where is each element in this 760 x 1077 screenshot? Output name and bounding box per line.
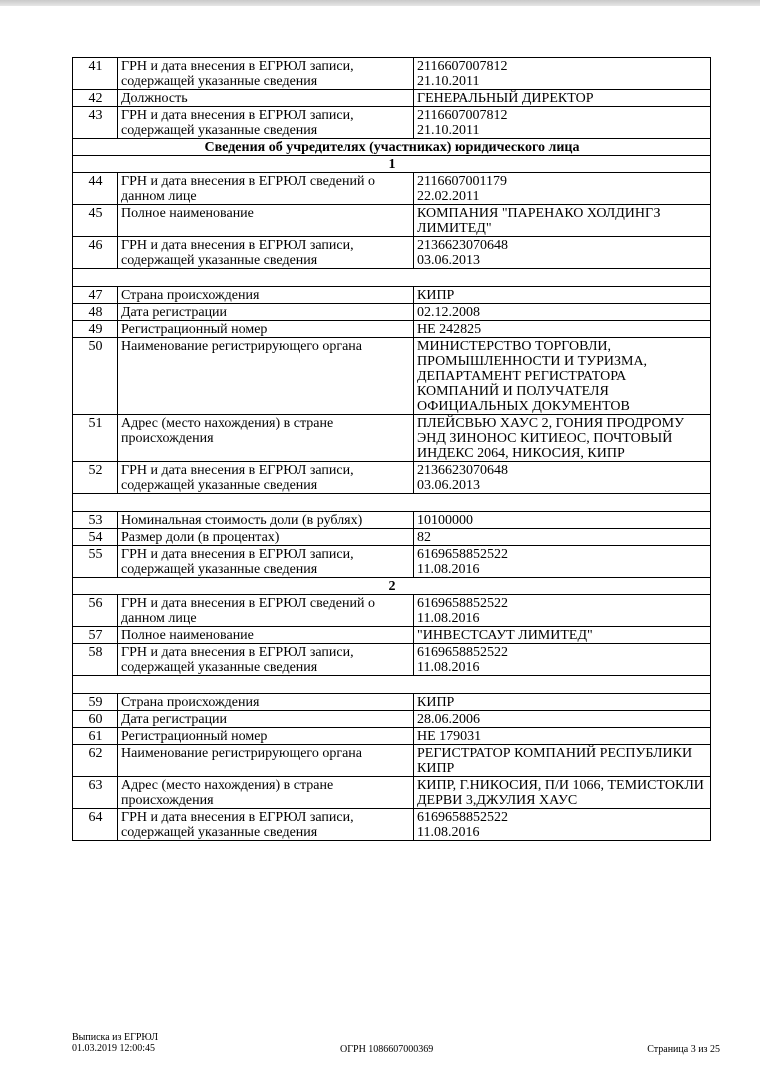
row-label: ГРН и дата внесения в ЕГРЮЛ сведений о данном лице [118,595,414,627]
row-label: ГРН и дата внесения в ЕГРЮЛ записи, содержащей указанные сведения [118,644,414,676]
row-label: ГРН и дата внесения в ЕГРЮЛ записи, содержащей указанные сведения [118,462,414,494]
row-value: 28.06.2006 [414,711,711,728]
row-number: 56 [73,595,118,627]
row-label: Регистрационный номер [118,728,414,745]
row-label: Размер доли (в процентах) [118,529,414,546]
row-value: 6169658852522 11.08.2016 [414,644,711,676]
row-value: ПЛЕЙСВЬЮ ХАУС 2, ГОНИЯ ПРОДРОМУ ЭНД ЗИНОНОС КИТИЕОС, ПОЧТОВЫЙ ИНДЕКС 2064, НИКОСИЯ, КИПР [414,415,711,462]
row-label: ГРН и дата внесения в ЕГРЮЛ записи, содержащей указанные сведения [118,809,414,841]
row-value: 2136623070648 03.06.2013 [414,237,711,269]
section-header-row [73,139,711,156]
row-value: МИНИСТЕРСТВО ТОРГОВЛИ, ПРОМЫШЛЕННОСТИ И ТУРИЗМА, ДЕПАРТАМЕНТ РЕГИСТРАТОРА КОМПАНИЙ И ПОЛУЧАТЕЛЯ ОФИЦИАЛЬНЫХ ДОКУМЕНТОВ [414,338,711,415]
section-title: Сведения об учредителях (участниках) юридического лица [73,139,711,156]
egrul-table [72,57,711,841]
table-row [73,237,711,269]
table-row [73,809,711,841]
row-number: 60 [73,711,118,728]
row-label: Должность [118,90,414,107]
document-page [0,6,760,1077]
row-label: Регистрационный номер [118,321,414,338]
footer-datetime: 01.03.2019 12:00:45 [72,1043,156,1054]
founder-index: 1 [73,156,711,173]
row-number: 42 [73,90,118,107]
table-row [73,415,711,462]
row-label: Дата регистрации [118,711,414,728]
table-row [73,205,711,237]
table-row [73,173,711,205]
row-number: 44 [73,173,118,205]
founder-index-row [73,578,711,595]
table-row [73,90,711,107]
row-value: 6169658852522 11.08.2016 [414,595,711,627]
row-label: Номинальная стоимость доли (в рублях) [118,512,414,529]
row-label: Наименование регистрирующего органа [118,745,414,777]
row-number: 54 [73,529,118,546]
row-label: ГРН и дата внесения в ЕГРЮЛ записи, содержащей указанные сведения [118,546,414,578]
row-label: Страна происхождения [118,287,414,304]
row-value: 82 [414,529,711,546]
table-row [73,694,711,711]
row-number: 55 [73,546,118,578]
row-number: 63 [73,777,118,809]
founder-index: 2 [73,578,711,595]
table-row [73,287,711,304]
table-row [73,304,711,321]
row-label: Наименование регистрирующего органа [118,338,414,415]
row-number: 50 [73,338,118,415]
row-label: ГРН и дата внесения в ЕГРЮЛ записи, содержащей указанные сведения [118,107,414,139]
footer-doc-name: Выписка из ЕГРЮЛ [72,1032,158,1043]
row-number: 48 [73,304,118,321]
row-number: 58 [73,644,118,676]
row-number: 41 [73,58,118,90]
row-number: 61 [73,728,118,745]
row-number: 59 [73,694,118,711]
table-row [73,711,711,728]
row-label: Дата регистрации [118,304,414,321]
row-value: HE 179031 [414,728,711,745]
footer-page-number: Страница 3 из 25 [647,1044,720,1055]
row-number: 49 [73,321,118,338]
table-row [73,546,711,578]
blank-row [73,269,711,287]
row-label: Полное наименование [118,627,414,644]
table-row [73,745,711,777]
table-row [73,338,711,415]
table-row [73,462,711,494]
blank-row [73,494,711,512]
row-number: 62 [73,745,118,777]
row-number: 45 [73,205,118,237]
row-value: 6169658852522 11.08.2016 [414,546,711,578]
table-row [73,321,711,338]
row-number: 46 [73,237,118,269]
table-row [73,107,711,139]
row-value: РЕГИСТРАТОР КОМПАНИЙ РЕСПУБЛИКИ КИПР [414,745,711,777]
table-row [73,644,711,676]
row-value: 2116607001179 22.02.2011 [414,173,711,205]
row-number: 64 [73,809,118,841]
row-number: 52 [73,462,118,494]
row-value: КИПР [414,694,711,711]
founder-index-row [73,156,711,173]
row-value: КОМПАНИЯ "ПАРЕНАКО ХОЛДИНГЗ ЛИМИТЕД" [414,205,711,237]
row-number: 47 [73,287,118,304]
table-row [73,777,711,809]
row-number: 43 [73,107,118,139]
row-number: 53 [73,512,118,529]
blank-row [73,676,711,694]
footer-ogrn: ОГРН 1086607000369 [340,1044,434,1055]
row-value: 2116607007812 21.10.2011 [414,107,711,139]
row-value: КИПР, Г.НИКОСИЯ, П/И 1066, ТЕМИСТОКЛИ ДЕРВИ 3,ДЖУЛИЯ ХАУС [414,777,711,809]
row-value: 6169658852522 11.08.2016 [414,809,711,841]
row-number: 51 [73,415,118,462]
row-value: КИПР [414,287,711,304]
footer-doc-info [72,1032,158,1054]
row-number: 57 [73,627,118,644]
table-row [73,627,711,644]
table-row [73,529,711,546]
row-value: 2116607007812 21.10.2011 [414,58,711,90]
table-row [73,595,711,627]
row-label: Полное наименование [118,205,414,237]
row-value: 02.12.2008 [414,304,711,321]
row-label: ГРН и дата внесения в ЕГРЮЛ записи, содержащей указанные сведения [118,58,414,90]
row-value: 2136623070648 03.06.2013 [414,462,711,494]
table-row [73,512,711,529]
row-label: ГРН и дата внесения в ЕГРЮЛ сведений о данном лице [118,173,414,205]
row-value: HE 242825 [414,321,711,338]
row-label: Страна происхождения [118,694,414,711]
row-label: Адрес (место нахождения) в стране происхождения [118,777,414,809]
row-value: "ИНВЕСТСАУТ ЛИМИТЕД" [414,627,711,644]
row-value: ГЕНЕРАЛЬНЫЙ ДИРЕКТОР [414,90,711,107]
table-row [73,728,711,745]
table-row [73,58,711,90]
row-label: Адрес (место нахождения) в стране происхождения [118,415,414,462]
row-label: ГРН и дата внесения в ЕГРЮЛ записи, содержащей указанные сведения [118,237,414,269]
row-value: 10100000 [414,512,711,529]
